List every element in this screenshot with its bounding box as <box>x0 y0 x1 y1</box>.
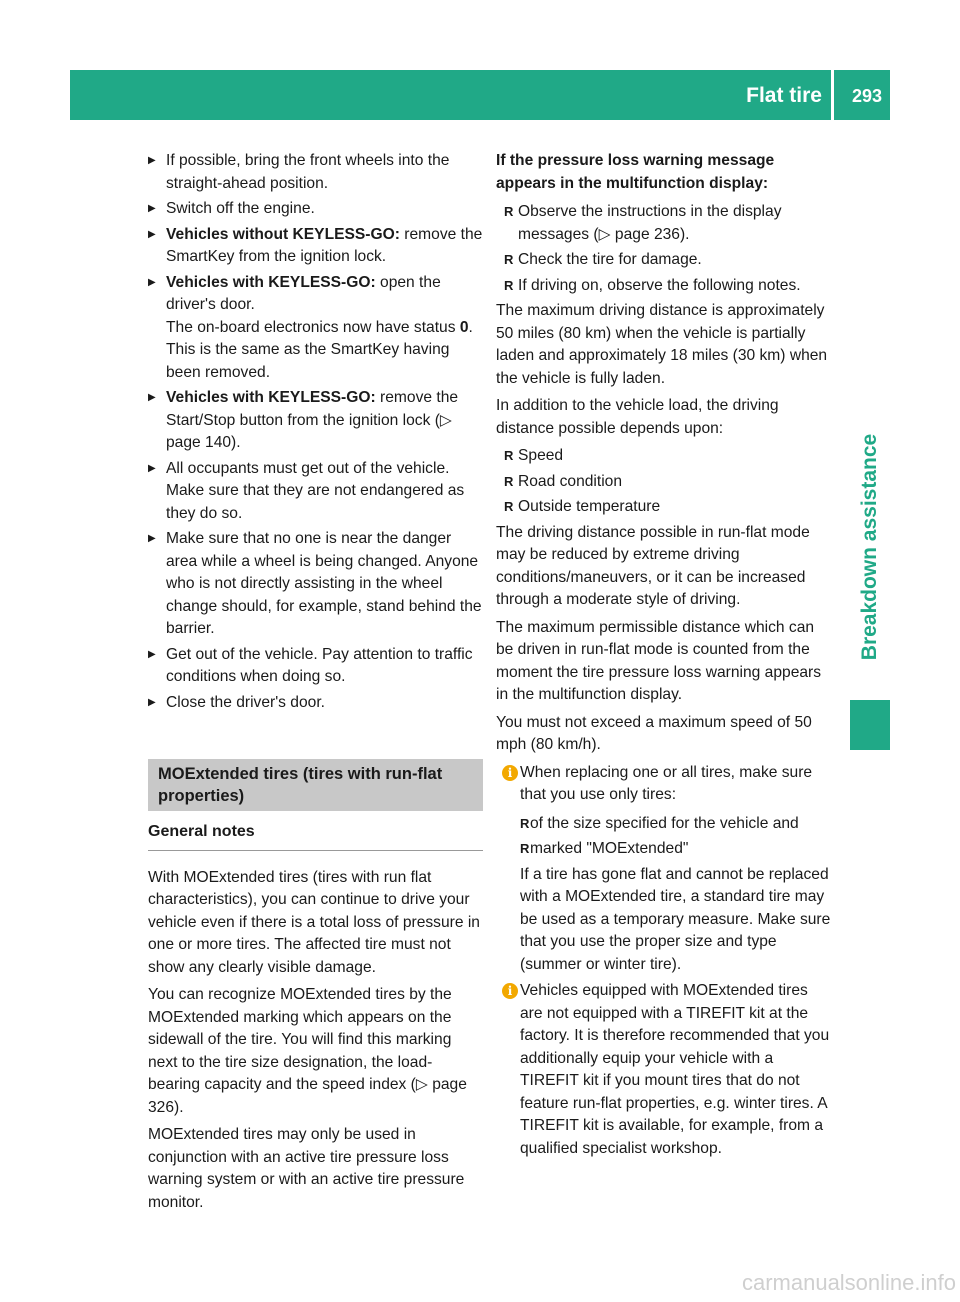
subheading: General notes <box>148 821 483 851</box>
instruction-step: ▶ Make sure that no one is near the danger area while a wheel is being changed. Anyone who is not directly assisting in the wheel change should, for example, stand behind the barrier. <box>148 528 483 641</box>
list-item: R Speed <box>496 445 831 468</box>
page-section-title: Flat tire <box>746 84 822 107</box>
instruction-step: ▶ Close the driver's door. <box>148 692 483 715</box>
right-column <box>496 150 831 1166</box>
instruction-step: ▶ If possible, bring the front wheels into the straight-ahead position. <box>148 150 483 195</box>
side-tab-label: Breakdown assistance <box>858 433 881 661</box>
page-number: 293 <box>851 86 882 106</box>
paragraph: The maximum permissible distance which can be driven in run-flat mode is counted from the moment the tire pressure loss warning appears in the multifunction display. <box>496 618 822 703</box>
info-note: i When replacing one or all tires, make sure that you use only tires: <box>496 762 831 807</box>
list-item: R Road condition <box>496 471 831 494</box>
watermark: carmanualsonline.info <box>741 1270 956 1295</box>
list-item: R Observe the instructions in the display messages (▷ page 236). <box>496 201 831 246</box>
list-item: R Check the tire for damage. <box>496 249 831 272</box>
paragraph: In addition to the vehicle load, the driving distance possible depends upon: <box>496 397 779 437</box>
side-tab <box>850 425 890 670</box>
paragraph: The driving distance possible in run-flat mode may be reduced by extreme driving conditions/maneuvers, or it can be increased through a moderate style of driving. <box>496 523 810 608</box>
info-icon: i <box>502 765 518 781</box>
instruction-step: ▶ Switch off the engine. <box>148 198 483 221</box>
list-item: R If driving on, observe the following notes. <box>496 275 831 298</box>
left-column <box>148 150 483 1219</box>
instruction-step: ▶ Vehicles without KEYLESS-GO: remove the SmartKey from the ignition lock. <box>148 224 483 269</box>
info-icon: i <box>502 983 518 999</box>
paragraph: You must not exceed a maximum speed of 50 mph (80 km/h). <box>496 713 812 753</box>
list-item: R marked "MOExtended" <box>496 838 831 861</box>
info-note: i Vehicles equipped with MOExtended tires are not equipped with a TIREFIT kit at the factory. It is therefore recommended that you additionally equip your vehicle with a TIREFIT kit if you mount tires that do not feature run-flat properties, e.g. winter tires. A TIREFIT kit is available, for example, from a qualified specialist workshop. <box>496 980 831 1160</box>
instruction-step: ▶ Vehicles with KEYLESS-GO: open the driver's door. The on-board electronics now have status 0. This is the same as the SmartKey having been removed. <box>148 272 483 385</box>
instruction-step: ▶ Get out of the vehicle. Pay attention to traffic conditions when doing so. <box>148 644 483 689</box>
paragraph: With MOExtended tires (tires with run flat characteristics), you can continue to drive your vehicle even if there is a total loss of pressure in one or more tires. The affected tire must not show any clearly visible damage. <box>148 868 480 976</box>
paragraph: MOExtended tires may only be used in conjunction with an active tire pressure loss warning system or with an active tire pressure monitor. <box>148 1126 465 1211</box>
warning-heading: If the pressure loss warning message appears in the multifunction display: <box>496 152 775 192</box>
paragraph: The maximum driving distance is approximately 50 miles (80 km) when the vehicle is partially laden and approximately 18 miles (30 km) when the vehicle is fully laden. <box>496 302 828 387</box>
instruction-step: ▶ All occupants must get out of the vehicle. Make sure that they are not endangered as they do so. <box>148 458 483 526</box>
section-heading: MOExtended tires (tires with run-flat properties) <box>148 759 483 811</box>
side-tab-marker <box>850 700 890 750</box>
paragraph: If a tire has gone flat and cannot be replaced with a MOExtended tire, a standard tire may be used as a temporary measure. Make sure that you use the proper size and type (summer or winter tire). <box>520 865 831 973</box>
header-divider <box>831 70 834 120</box>
paragraph: You can recognize MOExtended tires by the MOExtended marking which appears on the sidewall of the tire. You will find this marking next to the tire size designation, the load-bearing capacity and the speed index (▷ page 326). <box>148 986 467 1116</box>
list-item: R of the size specified for the vehicle and <box>496 813 831 836</box>
list-item: R Outside temperature <box>496 496 831 519</box>
instruction-step: ▶ Vehicles with KEYLESS-GO: remove the Start/Stop button from the ignition lock (▷ page 140). <box>148 387 483 455</box>
header-bar <box>70 70 890 120</box>
